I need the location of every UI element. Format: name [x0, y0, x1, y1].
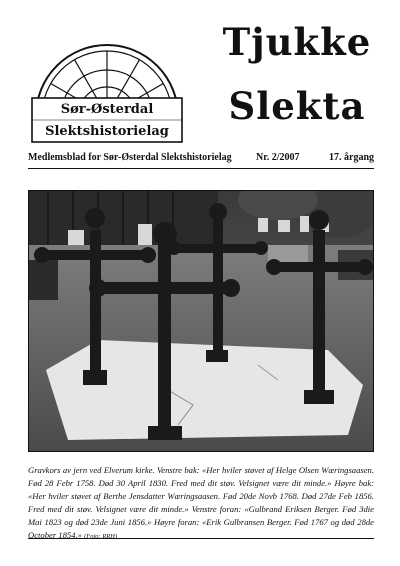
logo-text-line2: Slektshistorielag [45, 124, 169, 139]
issue-number: Nr. 2/2007 [256, 152, 300, 163]
photo-caption [28, 464, 374, 543]
masthead-title [212, 22, 382, 126]
footer-rule [28, 538, 374, 539]
volume-year: 17. årgang [329, 152, 374, 163]
masthead-line1: Tjukke [222, 20, 372, 64]
header-rule [28, 168, 374, 169]
society-logo [28, 30, 186, 148]
logo-text-line1: Sør-Østerdal [60, 102, 154, 117]
cover-photo [28, 190, 374, 452]
graveyard-crosses-illustration [28, 190, 374, 452]
photo-credit: (Foto: RRH) [84, 533, 118, 540]
publication-name: Medlemsblad for Sør-Østerdal Slektshistorielag [28, 152, 232, 163]
masthead-line2: Slekta [228, 84, 366, 128]
issue-info-bar [28, 152, 374, 166]
caption-text: Gravkors av jern ved Elverum kirke. Venstre bak: «Her hviler støvet af Helge Olsen Wæringsaasen. Fød 28 Febr 1758. Død 30 April 1830. Fred med dit støv. Velsignet være dit minde.» Høyre bak: «Her hviler støvet af Berthe Jensdatter Wæringsaasen. Fød 20de Novb 1768. Død 27de Feb 1856. Fred med dit støv. Velsignet være dit minde.» Venstre foran: «Gulbrand Eriksen Berger. Fød 3die Mai 1823 og død 23de Juni 1856.» Høyre foran: «Erik Gulbransen Berger. Fød 1767 og død 28de October 1854.» [28, 465, 374, 540]
